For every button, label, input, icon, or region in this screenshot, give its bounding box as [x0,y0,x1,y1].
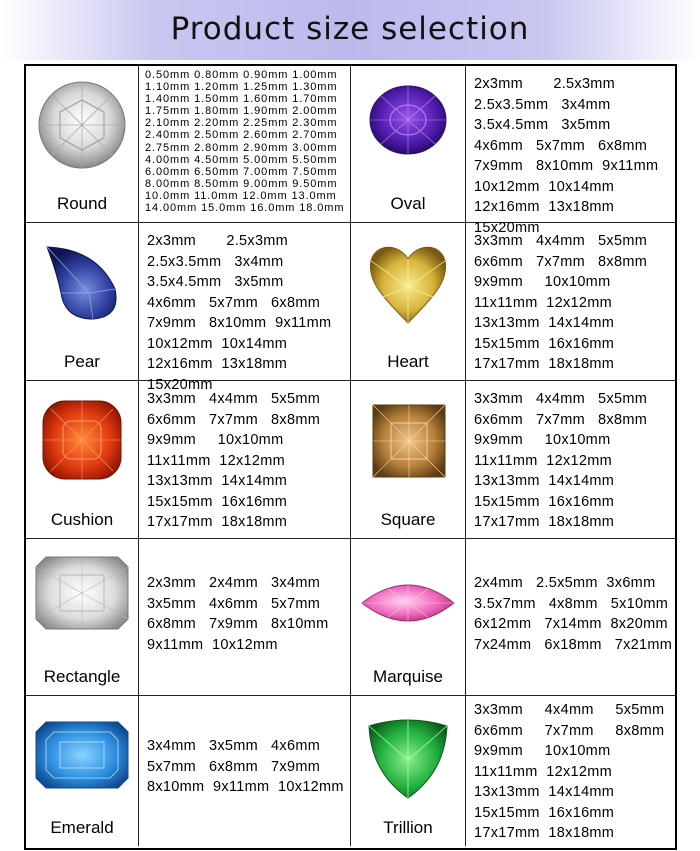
sizes-marquise [466,539,675,696]
size-row: 6x8mm 7x9mm 8x10mm [147,616,329,632]
sizes-round [139,66,351,223]
marquise-gem-image [358,573,458,633]
gem-name-heart: Heart [387,352,429,371]
pear-gem-image [37,237,127,323]
size-row: 10.0mm 11.0mm 12.0mm 13.0mm [145,189,337,202]
size-row: 10x12mm 10x14mm [147,335,288,352]
gem-cell-emerald [26,696,139,846]
gem-cell-square [351,381,466,539]
size-row: 7x24mm 6x18mm 7x21mm [474,636,673,653]
gem-name-oval: Oval [390,194,426,213]
gem-cell-cushion [26,381,139,539]
size-row: 15x15mm 16x16mm [147,493,288,510]
size-row: 6x6mm 7x7mm 8x8mm [474,253,648,270]
sizes-trillion [466,696,675,846]
size-row: 11x11mm 12x12mm [147,452,286,469]
size-row: 13x13mm 14x14mm [147,473,288,489]
heart-gem-image [363,237,453,327]
size-row: 2.40mm 2.50mm 2.60mm 2.70mm [145,129,338,142]
size-row: 13x13mm 14x14mm [474,784,615,800]
size-row: 7x9mm 8x10mm 9x11mm [147,315,332,331]
size-table [24,64,677,850]
size-row: 3.5x4.5mm 3x5mm [147,274,284,290]
gem-cell-pear [26,223,139,381]
trillion-gem-image [363,712,453,802]
size-row: 11x11mm 12x12mm [474,452,613,469]
size-row: 14.00mm 15.0mm 16.0mm 18.0mm [145,202,345,215]
size-row: 9x9mm 10x10mm [147,432,284,448]
size-row: 0.50mm 0.80mm 0.90mm 1.00mm [145,69,338,81]
size-row: 9x11mm 10x12mm [147,636,278,653]
gem-name-square: Square [380,510,436,529]
size-row: 3.5x7mm 4x8mm 5x10mm [474,595,669,612]
size-row: 15x15mm 16x16mm [474,493,615,510]
size-row: 17x17mm 18x18mm [474,356,615,372]
size-row: 2.10mm 2.20mm 2.25mm 2.30mm [145,117,338,130]
size-row: 15x20mm [474,219,540,236]
size-row: 15x15mm 16x16mm [474,804,615,821]
size-row: 1.75mm 1.80mm 1.90mm 2.00mm [145,105,338,118]
size-row: 6x6mm 7x7mm 8x8mm [474,411,648,428]
gem-name-pear: Pear [64,352,100,371]
size-row: 2x3mm 2x4mm 3x4mm [147,575,321,591]
size-row: 11x11mm 12x12mm [474,294,613,311]
size-row: 9x9mm 10x10mm [474,743,611,759]
size-row: 8x10mm 9x11mm 10x12mm [147,779,344,795]
gem-name-marquise: Marquise [373,667,443,686]
sizes-oval [466,66,675,236]
size-row: 3x3mm 4x4mm 5x5mm [474,391,648,407]
size-row: 3x4mm 3x5mm 4x6mm [147,738,321,754]
size-row: 5x7mm 6x8mm 7x9mm [147,758,321,775]
size-row: 6x6mm 7x7mm 8x8mm [147,411,321,428]
oval-gem-image [363,80,453,160]
size-row: 3.5x4.5mm 3x5mm [474,117,611,133]
gem-cell-round [26,66,139,223]
gem-name-emerald: Emerald [50,818,114,837]
size-row: 6.00mm 6.50mm 7.00mm 7.50mm [145,165,338,178]
gem-cell-rectangle [26,539,139,696]
round-gem-image [37,80,127,170]
gem-cell-marquise [351,539,466,696]
sizes-heart [466,223,675,381]
size-row: 4x6mm 5x7mm 6x8mm [474,137,648,154]
sizes-emerald [139,696,351,846]
header-banner [0,0,700,60]
size-row: 7x9mm 8x10mm 9x11mm [474,158,659,174]
size-row: 3x3mm 4x4mm 5x5mm [474,233,648,249]
size-row: 17x17mm 18x18mm [474,825,615,841]
size-row: 2x3mm 2.5x3mm [474,76,616,92]
size-row: 12x16mm 13x18mm [474,199,615,215]
size-row: 4x6mm 5x7mm 6x8mm [147,294,321,311]
gem-name-trillion: Trillion [383,818,433,837]
sizes-square [466,381,675,539]
gem-cell-heart [351,223,466,381]
sizes-pear [139,223,351,393]
gem-name-round: Round [56,194,108,213]
sizes-rectangle [139,539,351,696]
page-title: Product size selection [170,11,530,47]
size-row: 3x3mm 4x4mm 5x5mm [147,391,321,407]
gem-cell-oval [351,66,466,223]
size-row: 2.5x3.5mm 3x4mm [147,253,284,270]
size-row: 8.00mm 8.50mm 9.00mm 9.50mm [145,177,338,190]
size-row: 9x9mm 10x10mm [474,274,611,290]
gem-name-cushion: Cushion [50,510,114,529]
size-row: 10x12mm 10x14mm [474,178,615,195]
size-row: 6x6mm 7x7mm 8x8mm [474,722,665,739]
size-row: 6x12mm 7x14mm 8x20mm [474,616,668,632]
size-row: 2x3mm 2.5x3mm [147,233,289,249]
size-row: 11x11mm 12x12mm [474,763,613,780]
size-row: 2x4mm 2.5x5mm 3x6mm [474,575,656,591]
size-row: 12x16mm 13x18mm [147,356,288,372]
size-row: 2.75mm 2.80mm 2.90mm 3.00mm [145,141,338,154]
gem-cell-trillion [351,696,466,846]
size-row: 2.5x3.5mm 3x4mm [474,96,611,113]
size-row: 3x5mm 4x6mm 5x7mm [147,595,321,612]
size-row: 13x13mm 14x14mm [474,315,615,331]
size-row: 17x17mm 18x18mm [147,514,288,530]
size-row: 13x13mm 14x14mm [474,473,615,489]
gem-name-rectangle: Rectangle [43,667,121,686]
size-row: 1.40mm 1.50mm 1.60mm 1.70mm [145,93,338,106]
size-row: 15x20mm [147,376,213,393]
size-row: 1.10mm 1.20mm 1.25mm 1.30mm [145,81,338,94]
cushion-gem-image [37,395,127,485]
size-row: 17x17mm 18x18mm [474,514,615,530]
size-row: 4.00mm 4.50mm 5.00mm 5.50mm [145,153,338,166]
emerald-gem-image [32,718,132,792]
size-row: 15x15mm 16x16mm [474,335,615,352]
sizes-cushion [139,381,351,539]
square-gem-image [363,395,453,485]
size-row: 9x9mm 10x10mm [474,432,611,448]
rectangle-gem-image [32,553,132,633]
size-row: 3x3mm 4x4mm 5x5mm [474,702,665,718]
